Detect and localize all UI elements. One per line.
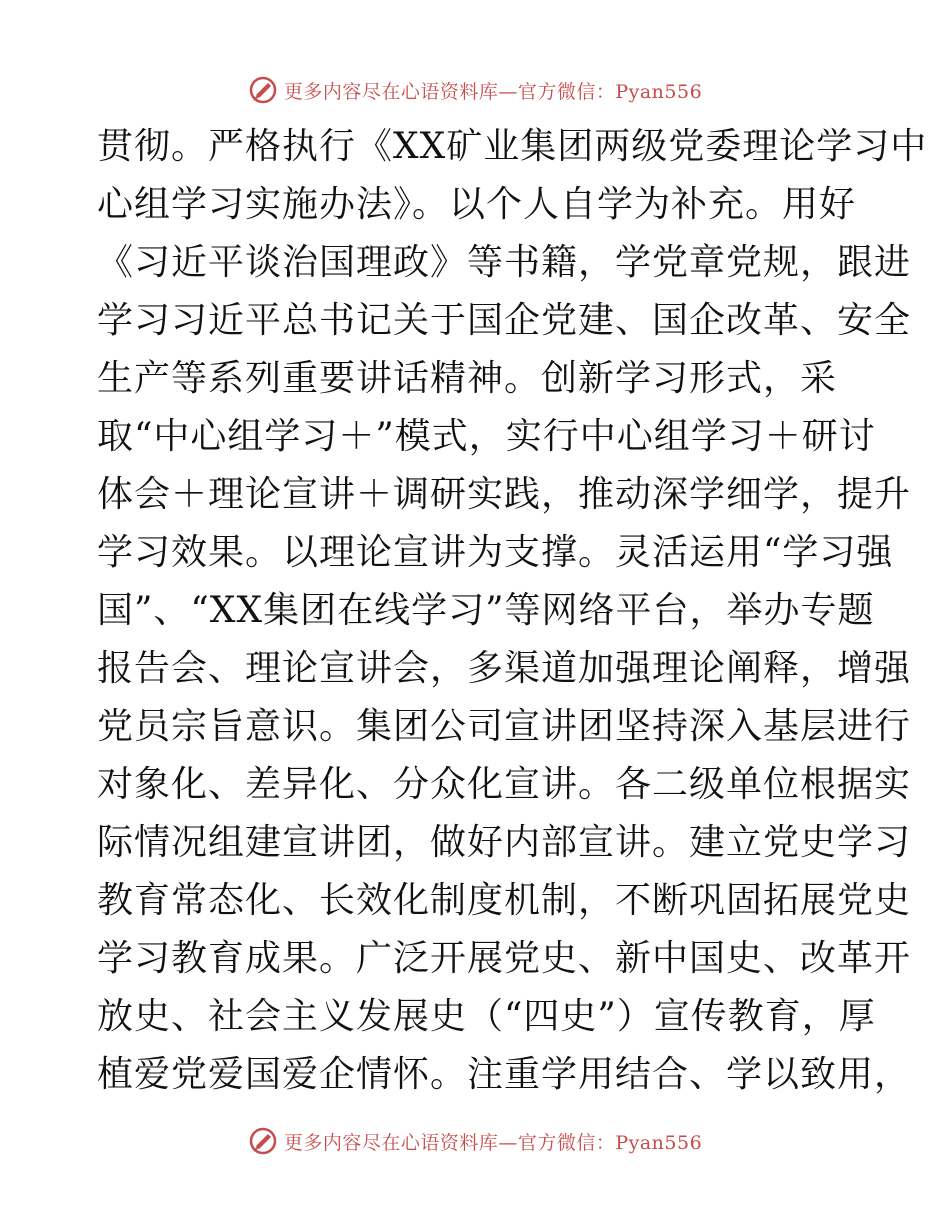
body-line: 体会＋理论宣讲＋调研实践，推动深学细学，提升 — [97, 474, 912, 515]
body-line: 《习近平谈治国理政》等书籍，学党章党规，跟进 — [97, 242, 912, 283]
body-line: 党员宗旨意识。集团公司宣讲团坚持深入基层进行 — [97, 706, 912, 747]
body-line: 际情况组建宣讲团，做好内部宣讲。建立党史学习 — [97, 822, 912, 863]
body-line: 植爱党爱国爱企情怀。注重学用结合、学以致用， — [97, 1054, 912, 1095]
body-line: 放史、社会主义发展史（“四史”）宣传教育，厚 — [97, 996, 876, 1037]
body-line: 生产等系列重要讲话精神。创新学习形式，采 — [97, 358, 838, 399]
body-line: 取“中心组学习＋”模式，实行中心组学习＋研讨 — [97, 416, 876, 457]
document-body — [97, 118, 928, 1104]
body-line: 国”、“XX集团在线学习”等网络平台，举办专题 — [97, 590, 875, 631]
header-watermark-banner — [0, 72, 950, 108]
banner-brand-text: 更多内容尽在心语资料库 — [283, 80, 499, 103]
banner-separator: — — [498, 80, 518, 103]
banner-brand-text: 更多内容尽在心语资料库 — [283, 1131, 499, 1154]
body-line: 心组学习实施办法》。以个人自学为补充。用好 — [97, 184, 857, 225]
banner-wechat-text: 官方微信：Pyan556 — [517, 80, 703, 103]
footer-watermark-banner — [0, 1123, 950, 1159]
body-line: 学习教育成果。广泛开展党史、新中国史、改革开 — [97, 938, 912, 979]
body-line: 贯彻。严格执行《XX矿业集团两级党委理论学习中 — [97, 126, 928, 167]
brand-logo-icon — [248, 75, 278, 105]
banner-separator: — — [498, 1131, 518, 1154]
body-line: 教育常态化、长效化制度机制，不断巩固拓展党史 — [97, 880, 912, 921]
brand-logo-icon — [248, 1126, 278, 1156]
banner-wechat-text: 官方微信：Pyan556 — [517, 1131, 703, 1154]
body-line: 学习习近平总书记关于国企党建、国企改革、安全 — [97, 300, 912, 341]
body-line: 报告会、理论宣讲会，多渠道加强理论阐释，增强 — [97, 648, 912, 689]
body-line: 对象化、差异化、分众化宣讲。各二级单位根据实 — [97, 764, 912, 805]
body-line: 学习效果。以理论宣讲为支撑。灵活运用“学习强 — [97, 532, 894, 573]
